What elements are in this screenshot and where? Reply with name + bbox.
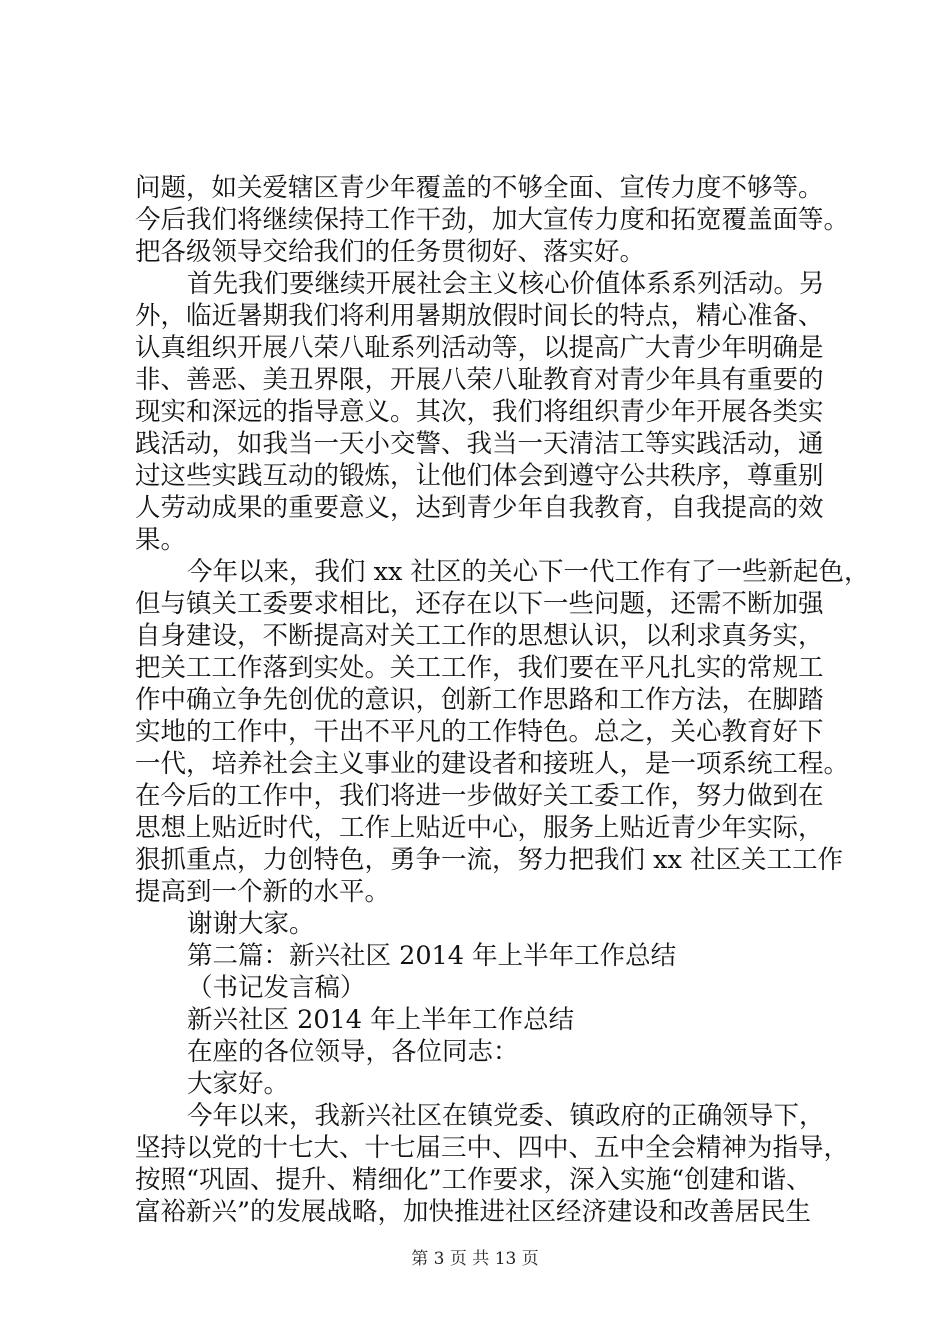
text-line: 人劳动成果的重要意义，达到青少年自我教育，自我提高的效 <box>135 493 824 523</box>
text-line: 实地的工作中，干出不平凡的工作特色。总之，关心教育好下 <box>135 717 824 747</box>
text-line: 非、善恶、美丑界限，开展八荣八耻教育对青少年具有重要的 <box>135 365 824 395</box>
text-line: 提高到一个新的水平。 <box>135 877 391 907</box>
text-line: 今年以来，我们 xx 社区的关心下一代工作有了一些新起色， <box>187 557 870 587</box>
text-line: 认真组织开展八荣八耻系列活动等，以提高广大青少年明确是 <box>135 333 824 363</box>
page-number-footer: 第 3 页 共 13 页 <box>411 1249 539 1269</box>
text-line: 问题，如关爱辖区青少年覆盖的不够全面、宣传力度不够等。 <box>135 173 824 203</box>
text-line: 思想上贴近时代，工作上贴近中心，服务上贴近青少年实际， <box>135 813 824 843</box>
text-line: 自身建设，不断提高对关工工作的思想认识，以利求真务实， <box>135 621 824 651</box>
text-line: 过这些实践互动的锻炼，让他们体会到遵守公共秩序，尊重别 <box>135 461 824 491</box>
text-line: 现实和深远的指导意义。其次，我们将组织青少年开展各类实 <box>135 397 824 427</box>
text-line: 外，临近暑期我们将利用暑期放假时间长的特点，精心准备、 <box>135 301 824 331</box>
section-title: 新兴社区 2014 年上半年工作总结 <box>187 1005 575 1035</box>
text-line: 狠抓重点，力创特色，勇争一流，努力把我们 xx 社区关工工作 <box>135 845 843 875</box>
document-body <box>135 172 870 1228</box>
text-line: 富裕新兴”的发展战略，加快推进社区经济建设和改善居民生 <box>135 1197 812 1227</box>
section-heading: 第二篇：新兴社区 2014 年上半年工作总结 <box>187 941 677 971</box>
text-line: 践活动，如我当一天小交警、我当一天清洁工等实践活动，通 <box>135 429 824 459</box>
text-line: 作中确立争先创优的意识，创新工作思路和工作方法，在脚踏 <box>135 685 824 715</box>
salutation: 在座的各位领导，各位同志： <box>187 1037 519 1067</box>
text-line: 坚持以党的十七大、十七届三中、四中、五中全会精神为指导， <box>135 1133 850 1163</box>
section-subtitle: （书记发言稿） <box>187 973 366 1003</box>
text-line: 今后我们将继续保持工作干劲，加大宣传力度和拓宽覆盖面等。 <box>135 205 850 235</box>
text-line: 把各级领导交给我们的任务贯彻好、落实好。 <box>135 237 646 267</box>
text-line: 把关工工作落到实处。关工工作，我们要在平凡扎实的常规工 <box>135 653 824 683</box>
text-line: 在今后的工作中，我们将进一步做好关工委工作，努力做到在 <box>135 781 824 811</box>
text-line: 按照“巩固、提升、精细化”工作要求，深入实施“创建和谐、 <box>135 1165 812 1195</box>
text-line: 今年以来，我新兴社区在镇党委、镇政府的正确领导下， <box>187 1101 825 1131</box>
text-line: 但与镇关工委要求相比，还存在以下一些问题，还需不断加强 <box>135 589 824 619</box>
greeting: 大家好。 <box>187 1069 290 1099</box>
text-line: 谢谢大家。 <box>187 909 315 939</box>
text-line: 一代，培养社会主义事业的建设者和接班人，是一项系统工程。 <box>135 749 850 779</box>
text-line: 果。 <box>135 525 187 555</box>
text-line: 首先我们要继续开展社会主义核心价值体系系列活动。另 <box>187 269 825 299</box>
